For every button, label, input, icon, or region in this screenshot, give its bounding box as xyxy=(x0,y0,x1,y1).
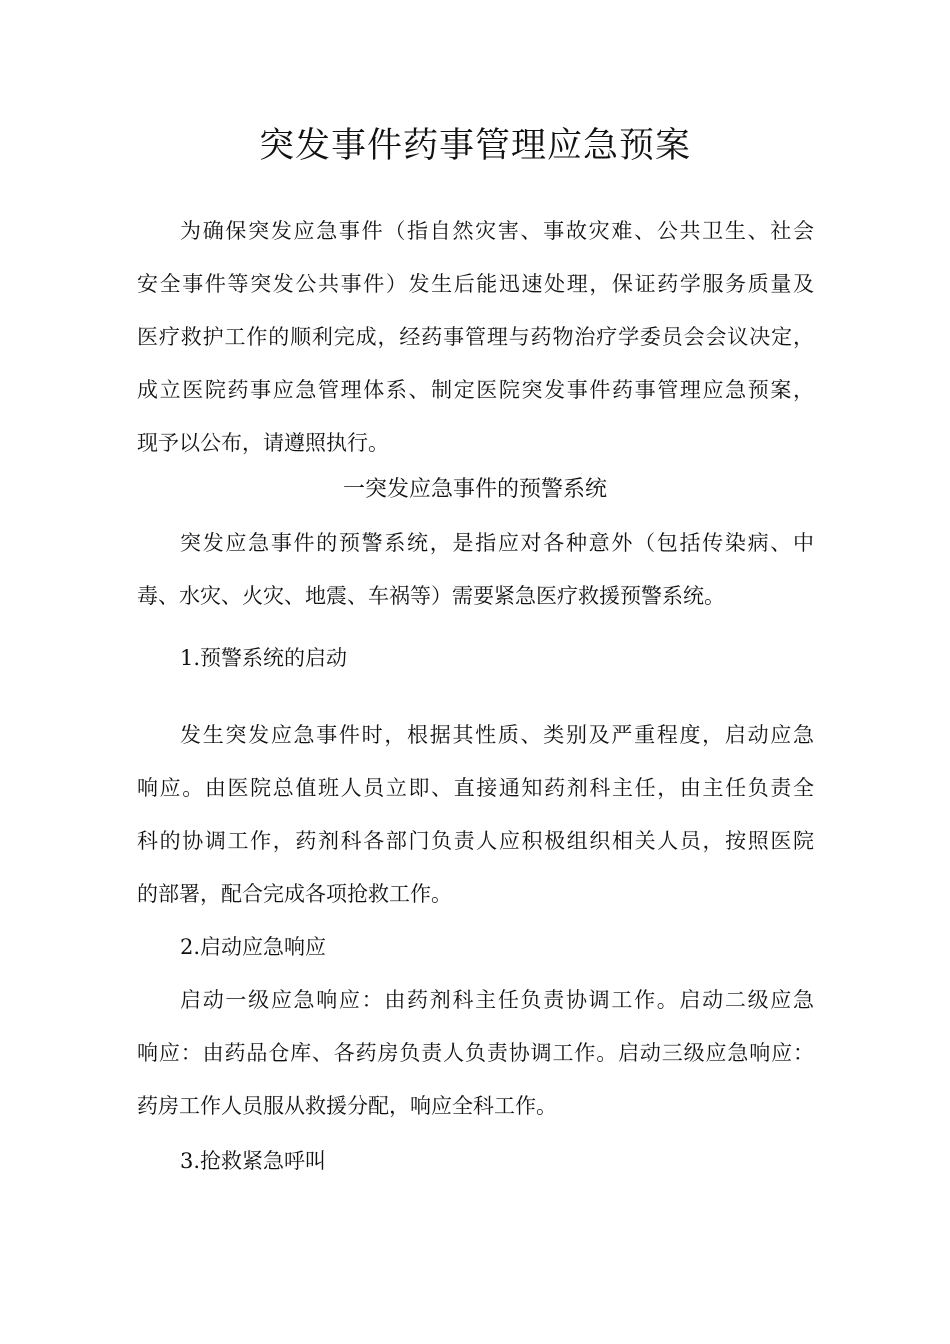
intro-line-1: 为确保突发应急事件（指自然灾害、事故灾难、公共卫生、社会 xyxy=(180,219,814,243)
item1-line-3: 科的协调工作，药剂科各部门负责人应积极组织相关人员，按照医院 xyxy=(137,829,814,853)
section1-line-2: 毒、水灾、火灾、地震、车祸等）需要紧急医疗救援预警系统。 xyxy=(137,584,725,608)
intro-line-2: 安全事件等突发公共事件）发生后能迅速处理，保证药学服务质量及 xyxy=(137,272,814,296)
item2-line-3: 药房工作人员服从救援分配，响应全科工作。 xyxy=(137,1094,557,1118)
item1-heading: 1.预警系统的启动 xyxy=(180,646,348,670)
intro-line-3: 医疗救护工作的顺利完成，经药事管理与药物治疗学委员会会议决定， xyxy=(137,325,814,349)
intro-line-5: 现予以公布，请遵照执行。 xyxy=(137,431,389,455)
item1-line-2: 响应。由医院总值班人员立即、直接通知药剂科主任，由主任负责全 xyxy=(137,776,814,800)
document-title: 突发事件药事管理应急预案 xyxy=(258,126,691,166)
item3-heading: 3.抢救紧急呼叫 xyxy=(180,1149,327,1173)
item1-line-4: 的部署，配合完成各项抢救工作。 xyxy=(137,882,452,906)
item2-line-2: 响应：由药品仓库、各药房负责人负责协调工作。启动三级应急响应： xyxy=(137,1041,814,1065)
item2-line-1: 启动一级应急响应：由药剂科主任负责协调工作。启动二级应急 xyxy=(180,988,814,1012)
item2-heading: 2.启动应急响应 xyxy=(180,935,327,959)
intro-line-4: 成立医院药事应急管理体系、制定医院突发事件药事管理应急预案， xyxy=(137,378,814,402)
item1-line-1: 发生突发应急事件时，根据其性质、类别及严重程度，启动应急 xyxy=(180,723,814,747)
section1-line-1: 突发应急事件的预警系统，是指应对各种意外（包括传染病、中 xyxy=(180,531,814,555)
section-heading: 一突发应急事件的预警系统 xyxy=(342,477,607,502)
